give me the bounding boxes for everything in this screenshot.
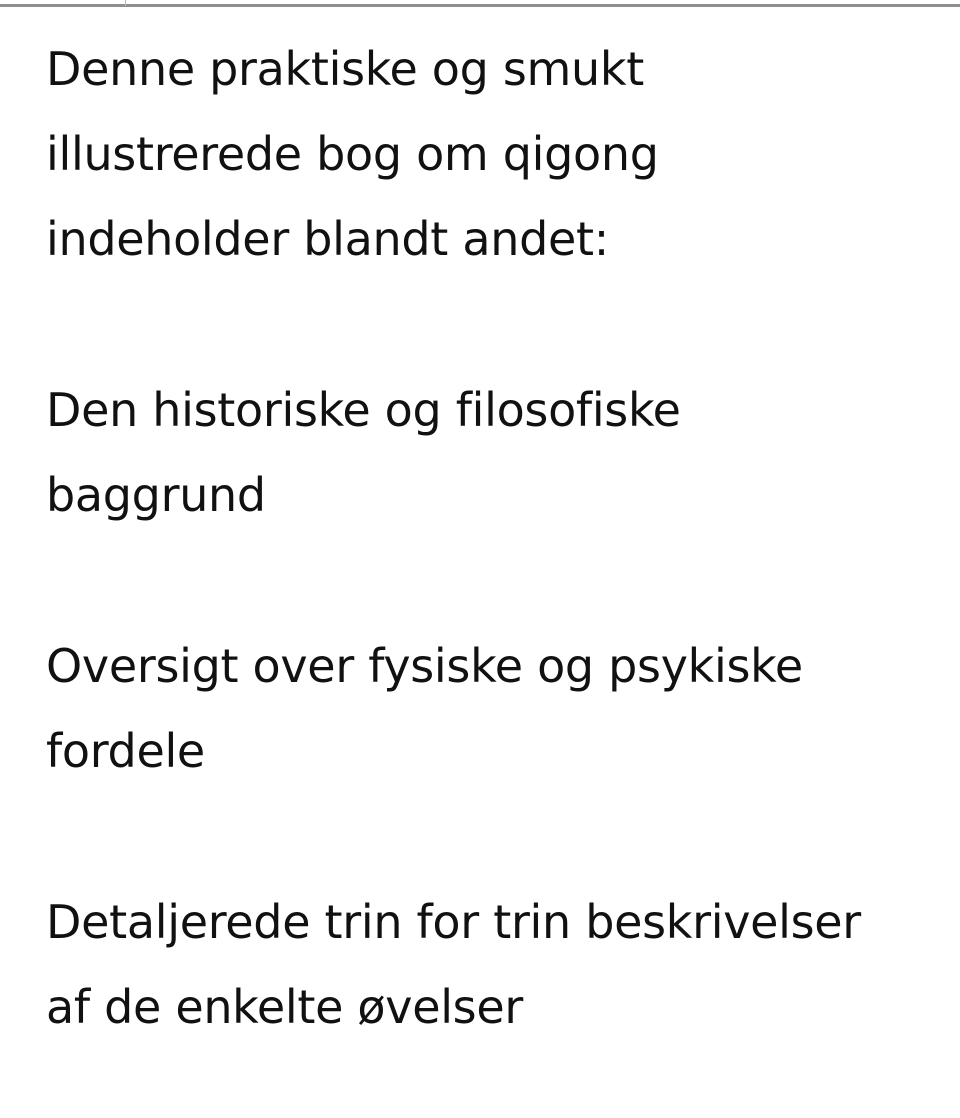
benefits-line-2: fordele: [46, 724, 205, 778]
history-line-2: baggrund: [46, 468, 266, 522]
top-divider: [0, 0, 960, 7]
book-description: [46, 27, 926, 1050]
intro-line-2: illustrerede bog om qigong: [46, 127, 659, 181]
intro-line-3: indeholder blandt andet:: [46, 212, 609, 266]
benefits-line-1: Oversigt over fysiske og psykiske: [46, 639, 803, 693]
divider-tick: [125, 0, 126, 6]
exercises-line-1: Detaljerede trin for trin beskrivelser: [46, 895, 861, 949]
exercises-line-2: af de enkelte øvelser: [46, 980, 523, 1034]
benefits-paragraph: [46, 624, 926, 794]
history-line-1: Den historiske og filosofiske: [46, 383, 681, 437]
history-paragraph: [46, 368, 926, 538]
intro-line-1: Denne praktiske og smukt: [46, 42, 644, 96]
exercises-paragraph: [46, 880, 926, 1050]
intro-paragraph: [46, 27, 926, 282]
